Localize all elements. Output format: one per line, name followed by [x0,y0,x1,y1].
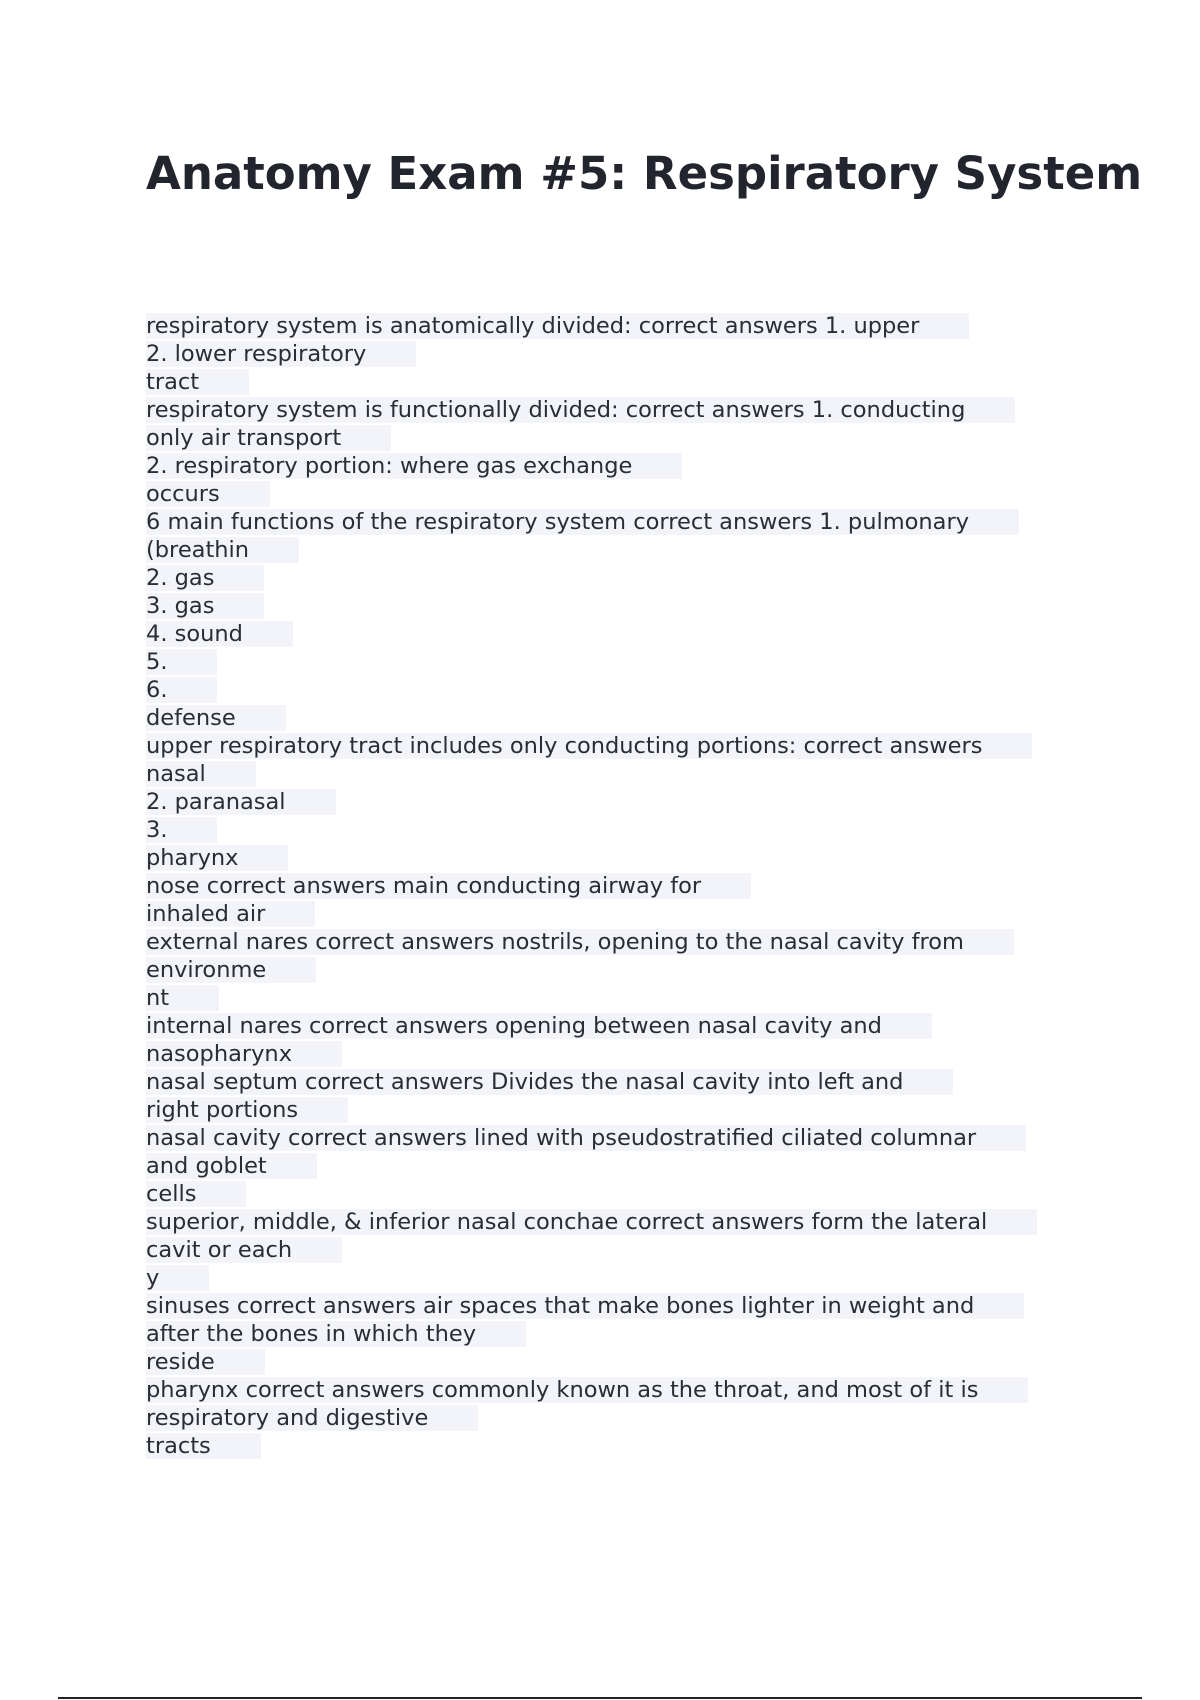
text-line [146,1040,1086,1068]
text-line [146,1124,1086,1152]
text-line-content: pharynx [146,845,288,871]
text-line [146,1012,1086,1040]
text-line [146,1292,1086,1320]
text-line [146,816,1086,844]
text-line [146,1096,1086,1124]
text-line-content: nose correct answers main conducting airway for [146,873,751,899]
text-line-content: cells [146,1181,246,1207]
text-line-content: y [146,1265,209,1291]
text-line [146,452,1086,480]
text-line-content: right portions [146,1097,348,1123]
text-line-content: nasal septum correct answers Divides the nasal cavity into left and [146,1069,953,1095]
text-line [146,956,1086,984]
text-line [146,1404,1086,1432]
text-line-content: sinuses correct answers air spaces that make bones lighter in weight and [146,1293,1024,1319]
text-line [146,1432,1086,1460]
text-line [146,676,1086,704]
text-line-content: nt [146,985,219,1011]
text-line-content: tract [146,369,249,395]
text-line-content: 3. [146,817,217,843]
text-line-content: defense [146,705,286,731]
text-line [146,620,1086,648]
text-line-content: cavit or each [146,1237,342,1263]
text-line [146,396,1086,424]
text-line [146,900,1086,928]
document-body [146,312,1086,1460]
text-line [146,1208,1086,1236]
text-line-content: pharynx correct answers commonly known as the throat, and most of it is [146,1377,1028,1403]
text-line-content: respiratory system is anatomically divided: correct answers 1. upper [146,313,969,339]
page-title: Anatomy Exam #5: Respiratory System [146,147,1143,200]
text-line-content: environme [146,957,316,983]
text-line [146,368,1086,396]
text-line [146,1264,1086,1292]
text-line [146,1376,1086,1404]
text-line [146,1320,1086,1348]
text-line [146,1236,1086,1264]
text-line-content: 3. gas [146,593,264,619]
text-line-content: nasal cavity correct answers lined with pseudostratified ciliated columnar [146,1125,1026,1151]
text-line-content: (breathin [146,537,299,563]
text-line [146,928,1086,956]
text-line-content: 2. gas [146,565,264,591]
text-line-content: 5. [146,649,217,675]
text-line [146,984,1086,1012]
footer-divider [58,1697,1142,1699]
text-line-content: respiratory and digestive [146,1405,478,1431]
text-line-content: nasal [146,761,256,787]
text-line-content: external nares correct answers nostrils, opening to the nasal cavity from [146,929,1014,955]
text-line [146,732,1086,760]
text-line [146,1152,1086,1180]
text-line-content: after the bones in which they [146,1321,526,1347]
text-line-content: nasopharynx [146,1041,342,1067]
text-line-content: 2. paranasal [146,789,336,815]
text-line-content: tracts [146,1433,261,1459]
text-line-content: superior, middle, & inferior nasal conchae correct answers form the lateral [146,1209,1037,1235]
text-line [146,424,1086,452]
text-line [146,312,1086,340]
text-line [146,536,1086,564]
text-line [146,340,1086,368]
text-line [146,872,1086,900]
text-line [146,704,1086,732]
text-line-content: and goblet [146,1153,317,1179]
text-line [146,564,1086,592]
text-line-content: 2. respiratory portion: where gas exchange [146,453,682,479]
text-line-content: reside [146,1349,265,1375]
text-line [146,844,1086,872]
text-line [146,592,1086,620]
text-line-content: upper respiratory tract includes only conducting portions: correct answers [146,733,1032,759]
text-line-content: 2. lower respiratory [146,341,416,367]
text-line [146,1348,1086,1376]
text-line-content: internal nares correct answers opening between nasal cavity and [146,1013,932,1039]
text-line [146,1180,1086,1208]
text-line-content: 6 main functions of the respiratory system correct answers 1. pulmonary [146,509,1019,535]
text-line [146,480,1086,508]
text-line-content: only air transport [146,425,391,451]
text-line-content: inhaled air [146,901,315,927]
text-line-content: occurs [146,481,270,507]
text-line-content: 6. [146,677,217,703]
text-line-content: respiratory system is functionally divided: correct answers 1. conducting [146,397,1015,423]
text-line [146,788,1086,816]
text-line [146,760,1086,788]
text-line [146,648,1086,676]
text-line [146,1068,1086,1096]
text-line [146,508,1086,536]
text-line-content: 4. sound [146,621,293,647]
